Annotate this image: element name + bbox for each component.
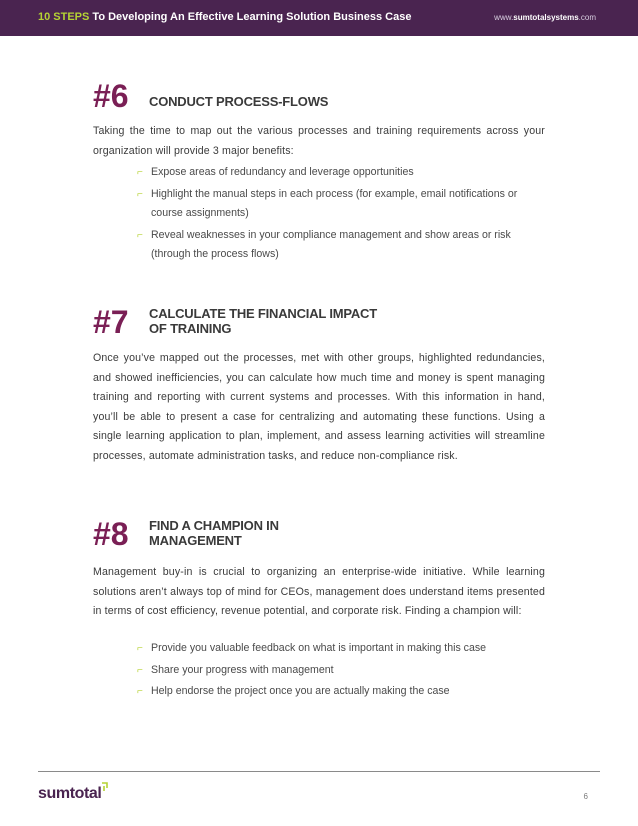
list-item-text: Provide you valuable feedback on what is important in making this case [151, 642, 487, 654]
list-item-text: Highlight the manual steps in each process (for example, email notifications or course assignments) [151, 187, 518, 219]
step-heading [149, 306, 377, 336]
list-item-text: Expose areas of redundancy and leverage opportunities [151, 166, 414, 178]
bullet-mark-icon: ⌐ [137, 664, 143, 676]
header-bar [0, 0, 638, 36]
list-item [139, 185, 539, 224]
bullet-mark-icon: ⌐ [137, 686, 143, 697]
footer-divider [38, 771, 600, 772]
step-paragraph: Once you’ve mapped out the processes, met with other groups, highlighted redundancies, and showed inefficiencies, you can calculate how much time and money is spent managing training and reporting with current systems and processes. With this information in hand, you’ll be able to present a case for centralizing and automating these functions. Using a single learning application to plan, implement, and assess learning activities will streamline processes, automate administration tasks, and reduce non-compliance risk. [93, 352, 545, 462]
step-paragraph: Management buy-in is crucial to organizing an enterprise-wide initiative. While learning solutions aren’t always top of mind for CEOs, management does understand items presented in terms of cost efficiency, revenue potential, and corporate risk. Finding a champion will: [93, 566, 545, 617]
list-item [139, 163, 539, 183]
bullet-mark-icon: ⌐ [137, 167, 143, 178]
step-paragraph: Taking the time to map out the various processes and training requirements across your organization will provide 3 major benefits: [93, 125, 545, 157]
url-suffix: .com [578, 13, 596, 22]
heading-line: CONDUCT PROCESS-FLOWS [149, 94, 329, 109]
heading-line: FIND A CHAMPION IN [149, 518, 279, 533]
step-number: #6 [93, 78, 129, 114]
url-domain: sumtotalsystems [513, 13, 579, 22]
list-item-text: Help endorse the project once you are actually making the case [151, 685, 450, 697]
list-item-text: Share your progress with management [151, 663, 334, 676]
heading-line: MANAGEMENT [149, 533, 242, 548]
list-item [139, 639, 539, 659]
step-number: #8 [93, 516, 129, 552]
page-number: 6 [583, 792, 588, 801]
list-item [139, 661, 539, 681]
step-heading [149, 94, 328, 109]
bullet-mark-icon: ⌐ [137, 229, 143, 241]
bullet-mark-icon: ⌐ [137, 643, 143, 654]
list-item-text: Reveal weaknesses in your compliance management and show areas or risk (through the process flows) [151, 228, 511, 260]
step-number: #7 [93, 304, 129, 340]
list-item [139, 682, 539, 702]
logo-mark-icon [101, 782, 109, 792]
document-title [38, 11, 411, 23]
champion-list [139, 639, 539, 704]
title-accent: 10 STEPS [38, 11, 90, 23]
sumtotal-logo: sumtotal [38, 785, 102, 802]
title-rest: To Developing An Effective Learning Solution Business Case [89, 11, 412, 23]
url-prefix: www. [494, 13, 514, 22]
heading-line: OF TRAINING [149, 321, 232, 336]
list-item [139, 226, 539, 265]
bullet-mark-icon: ⌐ [137, 188, 143, 200]
benefits-list [139, 163, 539, 267]
website-link[interactable] [494, 13, 596, 22]
heading-line: CALCULATE THE FINANCIAL IMPACT [149, 306, 377, 321]
step-heading [149, 518, 279, 548]
